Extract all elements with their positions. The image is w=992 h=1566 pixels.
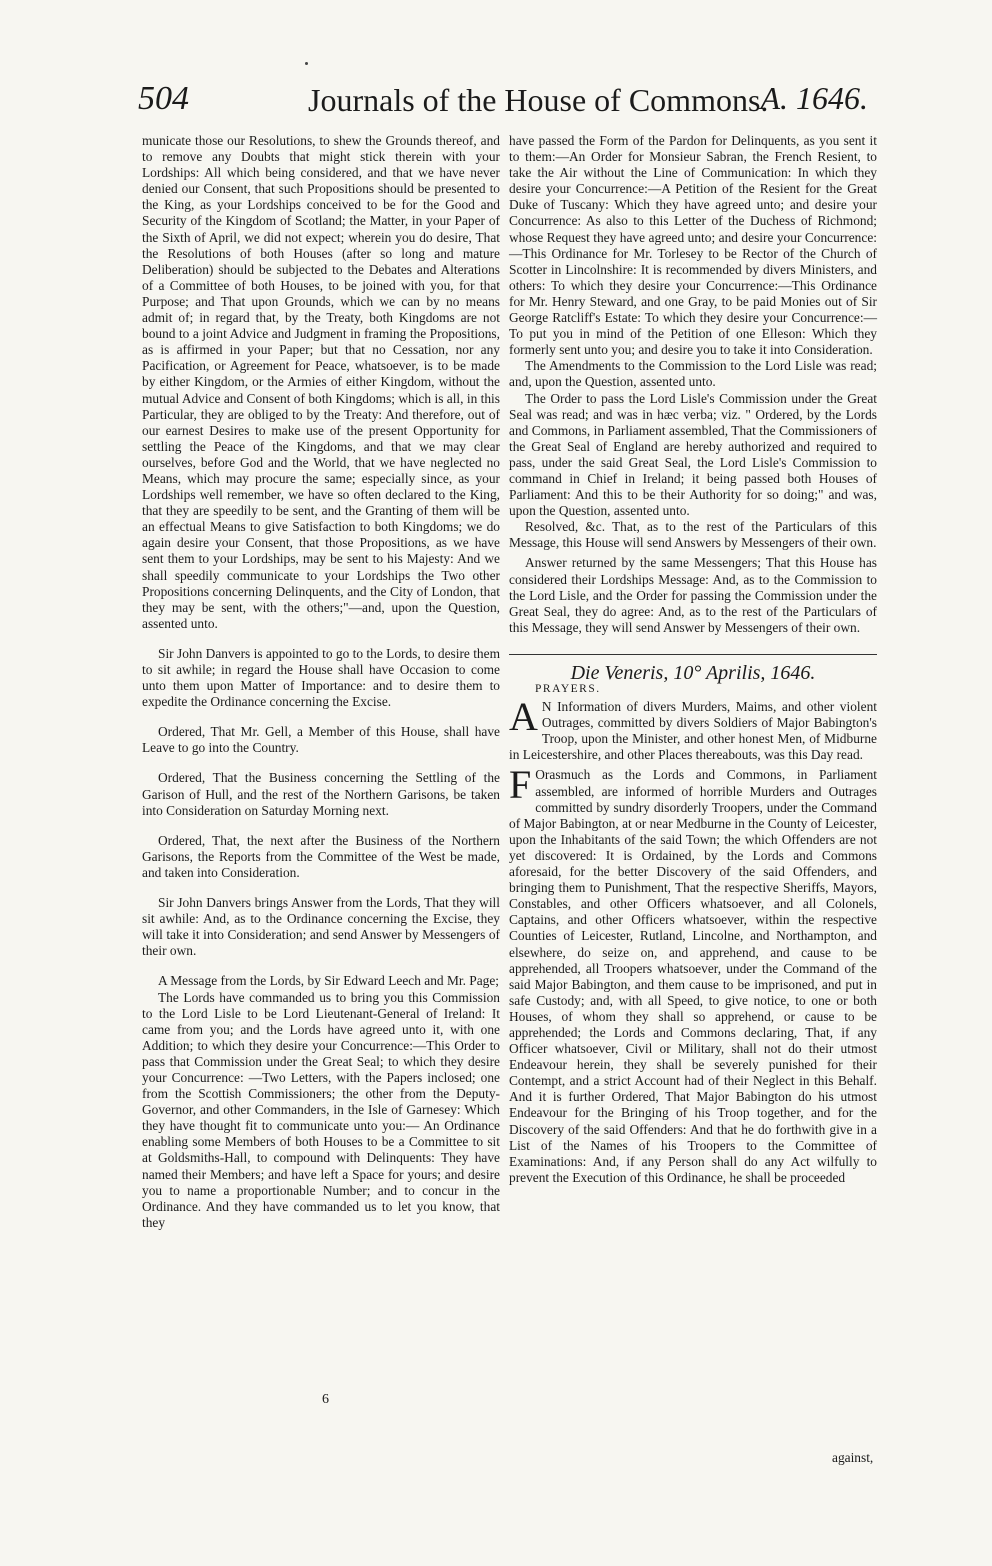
- paragraph: municate those our Resolutions, to shew the Grounds thereof, and to remove any Doubts that might stick therein with your Lordships: All which being considered, and that we have never denied our Consent, that such Propositions should be presented to the King, as your Lordships conceived to be for the Good and Security of the Kingdom of Scotland; the Matter, in your Paper of the Sixth of April, we did not expect; wherein you do desire, That the Resolutions of both Houses (after so long and mature Deliberation) should be subjected to the Debates and Alterations of a Committee of both Houses, to be joined with you, for that Purpose; and That upon Grounds, which we can by no means admit of; in regard that, by the Treaty, both Kingdoms are not bound to a joint Advice and Judgment in framing the Propositions, as is affirmed in your Paper; but that no Cessation, nor any Pacification, or Agreement for Peace, whatsoever, is to be made by either Kingdom, or the Armies of either Kingdom, without the mutual Advice and Consent of both Kingdoms; which is all, in this Particular, they are obliged to by the Treaty: And therefore, out of our earnest Desires to make use of the present Opportunity for settling the Peace of the Kingdoms, and that we may clear ourselves, before God and the World, that we have neglected no Means, which may procure the same; especially since, as your Lordships well remember, we have so often declared to the King, that they are speedily to be sent, and the Granting of them will be an effectual Means to give Satisfaction to both Kingdoms; we do again desire your Consent, that those Propositions, as we have sent them to your Lordships, may be sent to his Majesty: And we shall speedily communicate to your Lordships the Two other Propositions concerning Delinquents, and the City of London, that they may be sent, with the others;"—and, upon the Question, assented unto.: [142, 133, 500, 631]
- paragraph: Ordered, That Mr. Gell, a Member of this House, shall have Leave to go into the Country.: [142, 724, 500, 756]
- prayers-heading: PRAYERS.: [535, 683, 601, 695]
- right-column: [509, 133, 877, 1186]
- paragraph: Sir John Danvers brings Answer from the Lords, That they will sit awhile: And, as to the Ordinance concerning the Excise, they will take it into Consideration; and send Answer by Messengers of their own.: [142, 895, 500, 959]
- page-number: 504: [138, 80, 189, 117]
- left-column: [142, 133, 500, 1231]
- paragraph: Ordered, That, the next after the Business of the Northern Garisons, the Reports from the Committee of the West be made, and taken into Consideration.: [142, 832, 500, 880]
- paragraph: The Amendments to the Commission to the Lord Lisle was read; and, upon the Question, assented unto.: [509, 358, 877, 390]
- paragraph: Answer returned by the same Messengers; That this House has considered their Lordships Message: And, as to the Commission to the Lord Lisle, and the Order for passing the Commission under the Great Seal, they do agree: And, as to the rest of the Particulars of this Message, they will send Answer by Messengers of their own.: [509, 555, 877, 635]
- paragraph-text: Orasmuch as the Lords and Commons, in Parliament assembled, are informed of horrible Murders and Outrages committed by sundry disorderly Troopers, under the Command of Major Babington, at or near Medburne in the County of Leicester, upon the Inhabitants of the said Town; the which Offenders are not yet discovered: It is Ordained, by the Lords and Commons aforesaid, for the better Discovery of the said Offenders, and bringing them to Punishment, That the respective Sheriffs, Mayors, Constables, and other Officers whatsoever, and all Colonels, Captains, and other Officers whatsoever, within the respective Counties of Leicester, Rutland, Lincolne, and Northampton, and elsewhere, do seize on, and apprehend, and cause to be apprehended, all Troopers whatsoever, under the Command of the said Major Babington, and them cause to be imprisoned, and put in safe Custody; and, with all Speed, to give notice, to one or both Houses, of whom they shall so apprehend, or cause to be apprehended; the Lords and Commons declaring, That, if any Officer whatsoever, Civil or Military, shall not do their utmost Endeavour herein, they shall be severely punished for their Contempt, and a strict Account had of their Neglect in this Behalf. And it is further Ordered, That Major Babington do his utmost Endeavour for the Bringing of his Troop together, and for the Discovery of the said Offenders: And that he do forthwith give in a List of the Names of his Troopers to the Committee of Examinations: And, if any Person shall do any Act wilfully to prevent the Execution of this Ordinance, he shall be proceeded: [509, 767, 877, 1185]
- date-heading: Die Veneris, 10° Aprilis, 1646.: [570, 661, 816, 684]
- catchword: against,: [832, 1450, 874, 1465]
- ink-mark: [305, 62, 308, 65]
- paragraph: Ordered, That the Business concerning the Settling of the Garison of Hull, and the rest of the Northern Garisons, be taken into Consideration on Saturday Morning next.: [142, 770, 500, 818]
- paragraph: have passed the Form of the Pardon for Delinquents, as you sent it to them:—An Order for Monsieur Sabran, the French Resient, to take the Air without the Line of Communication: In which they desire your Concurrence:—A Petition of the Resient for the Great Duke of Tuscany: Which they have agreed unto; and desire your Concurrence: As also to this Letter of the Duchess of Richmond; whose Request they have agreed unto; and desire your Concurrence:—This Ordinance for Mr. Torlesey to be Rector of the Church of Scotter in Lincolnshire: It is recommended by divers Ministers, and others: To which they desire your Concurrence:—This Ordinance for Mr. Henry Steward, and one Gray, to be paid Monies out of Sir George Ratcliff's Estate: To which they desire your Concurrence:—To put you in mind of the Petition of one Elleson: Which they formerly sent unto you; and desire you to take it into Consideration.: [509, 133, 877, 358]
- paragraph: Resolved, &c. That, as to the rest of the Particulars of this Message, this House will send Answers by Messengers of their own.: [509, 519, 877, 551]
- drop-cap: A: [509, 694, 538, 740]
- running-title: Journals of the House of Commons.: [308, 82, 769, 118]
- drop-cap: F: [509, 762, 532, 808]
- paragraph: [509, 762, 877, 1185]
- running-year: A. 1646.: [760, 80, 868, 116]
- paragraph: [509, 694, 877, 763]
- paragraph: The Order to pass the Lord Lisle's Commission under the Great Seal was read; and was in hæc verba; viz. " Ordered, by the Lords and Commons, in Parliament assembled, That the Commissioners of the Great Seal of England are hereby authorized and required to pass, under the said Great Seal, the Lord Lisle's Commission to command in Chief in Ireland; it being passed both Houses of Parliament: And this to be their Authority for so doing;" and was, upon the Question, assented unto.: [509, 390, 877, 519]
- section-divider: [509, 654, 877, 655]
- page-header: [138, 80, 868, 130]
- paragraph-text: N Information of divers Murders, Maims, and other violent Outrages, committed by divers Soldiers of Major Babington's Troop, upon the Minister, and other honest Men, of Midburne in Leicestershire, and other Places thereabouts, was this Day read.: [509, 699, 877, 763]
- paragraph: The Lords have commanded us to bring you this Commission to the Lord Lisle to be Lord Lieutenant-General of Ireland: It came from you; and the Lords have agreed unto it, with one Addition; to which they desire your Concurrence:—This Order to pass that Commission under the Great Seal; to which they desire your Concurrence: —Two Letters, with the Papers inclosed; one from the Scottish Commissioners; the other from the Deputy-Governor, and other Commanders, in the Isle of Garnesey: Which they have thought fit to communicate unto you:— An Ordinance enabling some Members of both Houses to be a Committee to sit at Goldsmiths-Hall, to compound with Delinquents: They have named their Members; and have left a Space for yours; and desire you to name a proportionable Number; and to concur in the Ordinance. And they have commanded us to let you know, that they: [142, 989, 500, 1230]
- paragraph: A Message from the Lords, by Sir Edward Leech and Mr. Page;: [158, 973, 500, 989]
- paragraph: Sir John Danvers is appointed to go to the Lords, to desire them to sit awhile; in regard the House shall have Occasion to come unto them upon Matter of Importance: and to desire them to expedite the Ordinance concerning the Excise.: [142, 645, 500, 710]
- signature-mark: 6: [322, 1392, 329, 1407]
